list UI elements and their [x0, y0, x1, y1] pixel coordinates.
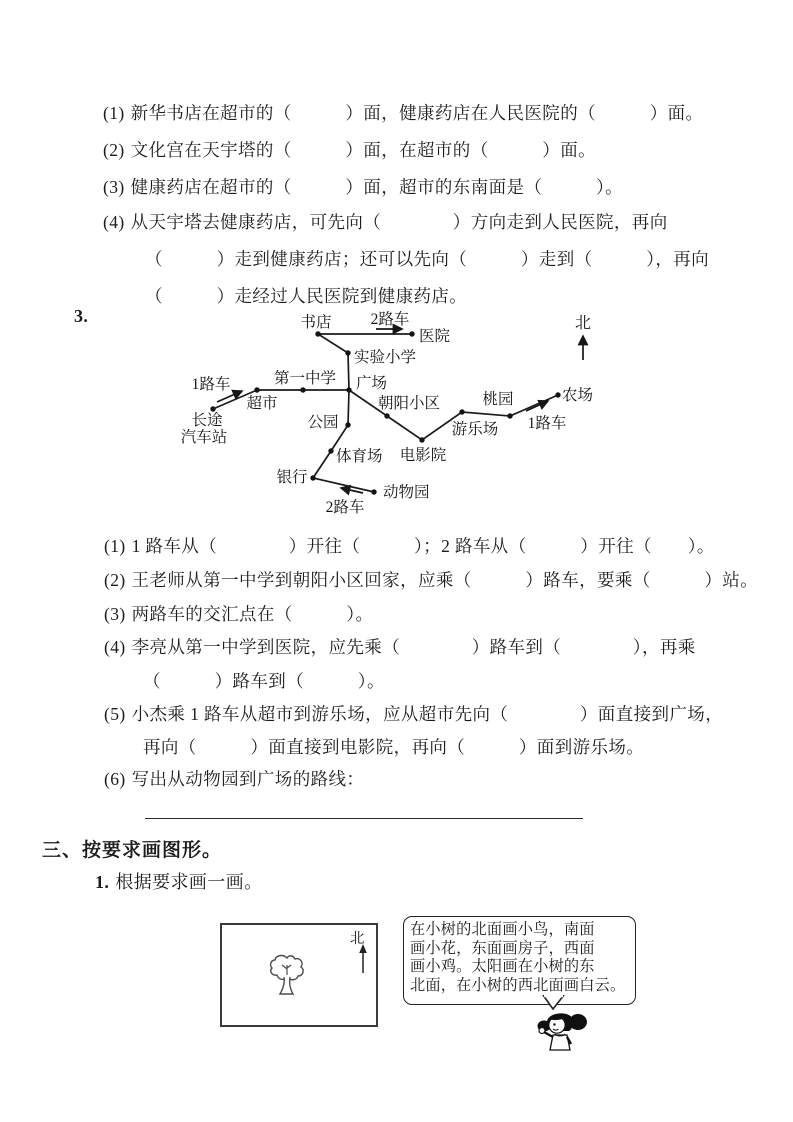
question-number: (2) — [104, 570, 126, 590]
question-number: (1) — [104, 536, 126, 556]
map-node-dot — [345, 350, 350, 355]
question-text: 文化宫在天宇塔的（ ）面，在超市的（ ）面。 — [130, 140, 597, 160]
question-line — [103, 100, 703, 125]
question-line — [143, 734, 644, 759]
question-text: 1 路车从（ ）开往（ ）；2 路车从（ ）开往（ ）。 — [131, 536, 715, 556]
map-node-dot — [409, 331, 414, 336]
route1-line-west — [213, 390, 349, 409]
map-node-dot — [419, 437, 424, 442]
question-number: (3) — [104, 604, 126, 624]
map-label-park: 公园 — [307, 414, 339, 431]
map-node-dot — [315, 331, 320, 336]
question-number: (2) — [103, 140, 125, 160]
question-text: 写出从动物园到广场的路线： — [131, 769, 365, 789]
question-text: 从天宇塔去健康药店，可先向（ ）方向走到人民医院，再向 — [130, 212, 668, 232]
tree-icon — [268, 953, 308, 1003]
map-label-bookstore: 书店 — [300, 314, 332, 331]
sub-question-number: 1. — [95, 872, 110, 892]
map-node-dot — [507, 413, 512, 418]
question-line — [103, 137, 596, 162]
sub-question-text: 根据要求画一画。 — [115, 872, 263, 892]
question-text: 健康药店在超市的（ ）面，超市的东南面是（ ）。 — [130, 177, 624, 197]
question-line — [104, 601, 373, 626]
map-label-longdistance-1: 长途 — [191, 412, 223, 429]
map-label-peach-garden: 桃园 — [482, 391, 514, 408]
map-node-dot — [300, 387, 305, 392]
box-north-arrow — [356, 944, 370, 974]
question-text: 李亮从第一中学到医院，应先乘（ ）路车到（ ），再乘 — [131, 637, 696, 657]
map-node-dot — [210, 406, 215, 411]
question-line — [104, 701, 723, 726]
map-node-dot — [328, 448, 333, 453]
sub-question-line — [95, 868, 263, 894]
question-line — [104, 766, 364, 791]
route1-arrow-farm — [526, 401, 548, 411]
question-line — [145, 246, 709, 271]
question-number: (5) — [104, 704, 126, 724]
map-label-experimental-school: 实验小学 — [354, 349, 417, 366]
map-label-route2-bottom: 2路车 — [325, 499, 365, 516]
map-label-route2-top: 2路车 — [370, 311, 410, 328]
question-number: (4) — [104, 637, 126, 657]
map-label-north: 北 — [574, 315, 592, 332]
question-3-number: 3. — [74, 306, 89, 326]
map-label-cinema: 电影院 — [399, 447, 447, 464]
box-north-label: 北 — [350, 931, 365, 947]
question-line — [104, 533, 715, 558]
question-text: 王老师从第一中学到朝阳小区回家，应乘（ ）路车，要乘（ ）站。 — [131, 570, 759, 590]
question-number: (3) — [103, 177, 125, 197]
map-label-longdistance-2: 汽车站 — [180, 429, 228, 446]
question-number: (4) — [103, 212, 125, 232]
map-label-stadium: 体育场 — [336, 448, 383, 465]
question-number: (6) — [104, 769, 126, 789]
map-label-bank: 银行 — [276, 469, 308, 486]
question-text: （ ）走经过人民医院到健康药店。 — [145, 286, 468, 306]
bubble-line: 北面，在小树的西北面画白云。 — [410, 976, 626, 994]
map-node-dot — [254, 387, 259, 392]
question-line — [104, 634, 696, 659]
bubble-line: 在小树的北面画小鸟，南面 — [410, 921, 595, 938]
question-text: （ ）走到健康药店；还可以先向（ ）走到（ ），再向 — [145, 249, 710, 269]
map-label-no1-middle-school: 第一中学 — [273, 370, 337, 387]
map-node-dot — [345, 422, 350, 427]
question-line — [103, 209, 668, 234]
question-text: 两路车的交汇点在（ ）。 — [131, 604, 374, 624]
map-node-dot — [346, 387, 351, 392]
question-line — [103, 174, 623, 199]
girl-character-icon — [527, 1006, 593, 1062]
map-label-square: 广场 — [356, 375, 388, 392]
bubble-line: 画小鸡。太阳画在小树的东 — [410, 958, 595, 976]
map-node-dot — [384, 413, 389, 418]
bus-route-map — [170, 305, 620, 520]
question-number: (1) — [103, 103, 125, 123]
map-node-dot — [310, 475, 315, 480]
map-node-dot — [459, 409, 464, 414]
question-text: （ ）路车到（ ）。 — [143, 671, 385, 691]
map-label-hospital: 医院 — [419, 328, 451, 345]
drawing-box — [220, 923, 378, 1027]
map-label-farm: 农场 — [562, 387, 594, 404]
map-node-dot — [555, 392, 560, 397]
bubble-line: 画小花，东面画房子，西面 — [410, 939, 595, 957]
answer-blank-line — [145, 818, 583, 819]
question-line — [143, 668, 385, 693]
speech-bubble — [403, 916, 636, 1005]
section-heading: 三、按要求画图形。 — [42, 840, 223, 861]
question-text: 新华书店在超市的（ ）面，健康药店在人民医院的（ ）面。 — [130, 103, 704, 123]
map-label-supermarket: 超市 — [246, 395, 278, 412]
question-text: 小杰乘 1 路车从超市到游乐场，应从超市先向（ ）面直接到广场， — [131, 704, 724, 724]
map-label-zoo: 动物园 — [383, 484, 430, 501]
map-label-chaoyang-district: 朝阳小区 — [378, 395, 441, 412]
map-label-route1-right: 1路车 — [527, 415, 567, 432]
map-node-dot — [371, 489, 376, 494]
route2-line-south — [313, 390, 374, 492]
question-text: 再向（ ）面直接到电影院，再向（ ）面到游乐场。 — [143, 737, 645, 757]
map-label-route1-left: 1路车 — [191, 376, 231, 393]
question-line — [104, 567, 758, 592]
map-label-amusement-park: 游乐场 — [451, 421, 499, 438]
